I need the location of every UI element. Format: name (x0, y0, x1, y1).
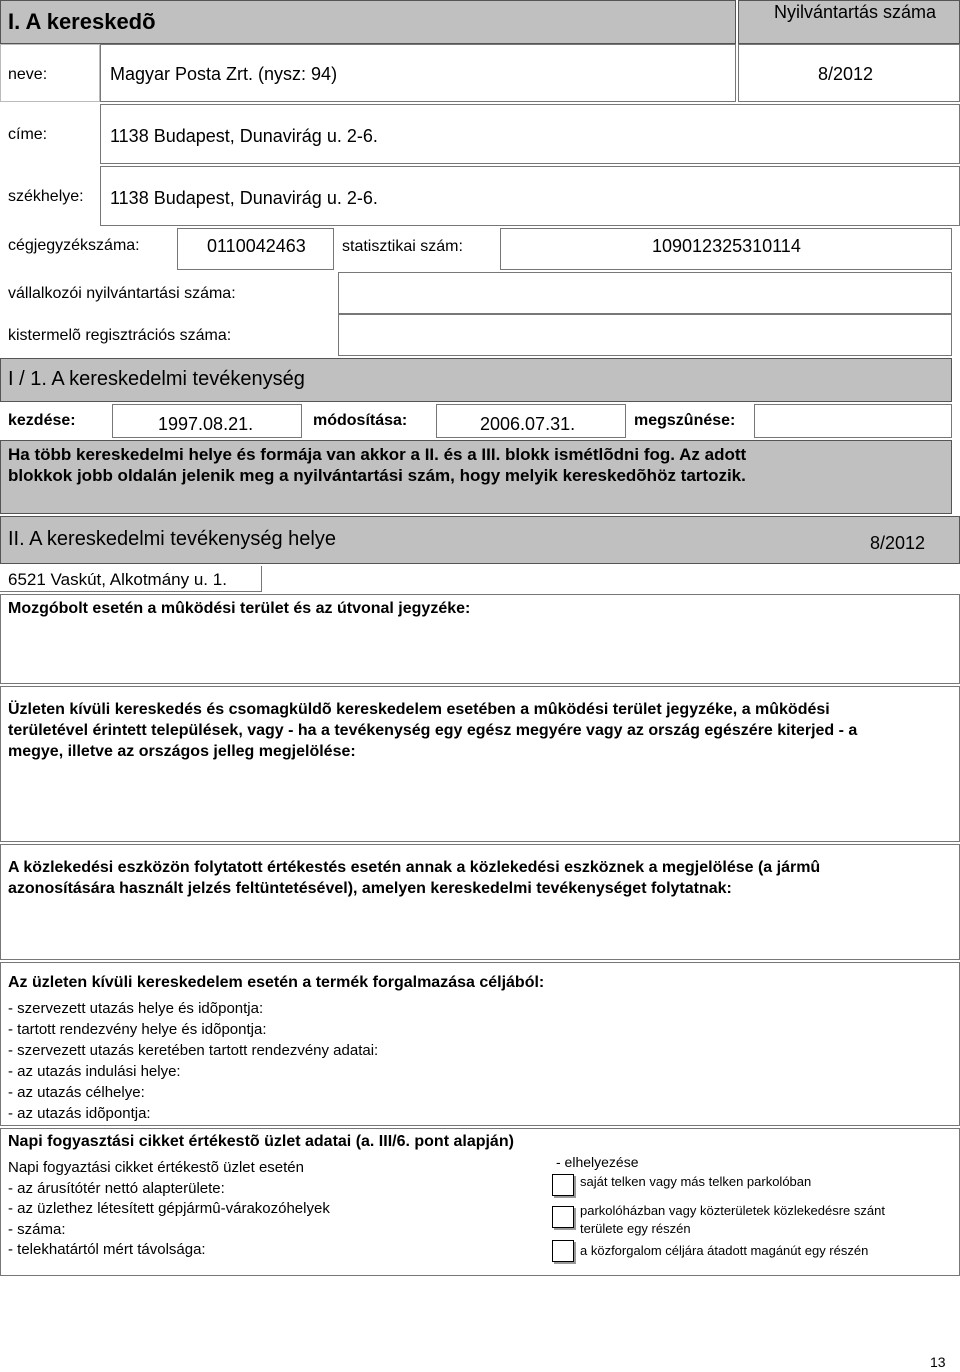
outside-store-label: Üzleten kívüli kereskedés és csomagküldõ kereskedelem esetében a mûködési terület jegyzéke, a mûködési területével érintett települések, vagy - ha a tevékenység egy egész megyére vagy az ország egészére kiterjed - a megye, illetve az országos jelleg megjelölése: (8, 701, 858, 760)
producer-field (338, 314, 952, 356)
activity-title: I / 1. A kereskedelmi tevékenység (8, 368, 305, 390)
option-checkbox-own-lot[interactable] (552, 1174, 574, 1196)
stat-value: 109012325310114 (652, 236, 801, 256)
trip-item: - szervezett utazás keretében tartott rendezvény adatai: (8, 1042, 379, 1059)
place-title: II. A kereskedelmi tevékenység helye (8, 528, 336, 550)
seat-value: 1138 Budapest, Dunavirág u. 2-6. (110, 188, 378, 208)
registry-label: Nyilvántartás száma (773, 2, 937, 22)
end-field (754, 404, 952, 438)
mobile-shop-label: Mozgóbolt esetén a mûködési terület és az útvonal jegyzéke: (8, 600, 471, 617)
option-label-private-road: a közforgalom céljára átadott magánút egy részén (580, 1243, 869, 1258)
vehicle-label: A közlekedési eszközön folytatott értékestés esetén annak a közlekedési eszköznek a megjelölése (a jármû azonosítására használt jelzés feltüntetésével), amelyen kereskedelmi tevékenységet folytatnak: (8, 859, 821, 897)
page-number: 13 (930, 1354, 946, 1370)
store-left-list (8, 1158, 330, 1261)
store-item: - az üzlethez létesített gépjármû-várakozóhelyek (8, 1200, 330, 1217)
mod-value: 2006.07.31. (480, 414, 576, 434)
entrepreneur-field (338, 272, 952, 314)
option-label-own-lot: saját telken vagy más telken parkolóban (580, 1174, 812, 1189)
option-label-parking-garage: parkolóházban vagy közterületek közlekedésre szánt területe egy részén (580, 1203, 885, 1236)
stat-label: statisztikai szám: (342, 238, 463, 255)
mod-label: módosítása: (313, 412, 408, 429)
producer-label: kistermelõ regisztrációs száma: (8, 327, 232, 344)
seat-label: székhelye: (8, 188, 84, 205)
company-reg-value: 0110042463 (207, 236, 306, 256)
trip-list (8, 998, 378, 1124)
trip-item: - szervezett utazás helye és idõpontja: (8, 1000, 264, 1017)
address-label: címe: (8, 126, 48, 143)
notice-text: Ha több kereskedelmi helye és formája van akkor a II. és a III. blokk ismétlõdni fog. Az adott blokkok jobb oldalán jelenik meg a nyilvántartási szám, hogy melyik kereskedõhöz tartozik. (8, 445, 747, 485)
store-item: - az árusítótér nettó alapterülete: (8, 1179, 225, 1197)
trip-item: - az utazás idõpontja: (8, 1105, 151, 1122)
name-value: Magyar Posta Zrt. (nysz: 94) (110, 64, 338, 84)
place-registry-number: 8/2012 (870, 533, 926, 553)
store-item: - száma: (8, 1220, 66, 1238)
store-item: Napi fogyaztási cikket értékestõ üzlet esetén (8, 1159, 304, 1176)
trip-title: Az üzleten kívüli kereskedelem esetén a termék forgalmazása céljából: (8, 974, 545, 991)
trip-item: - tartott rendezvény helye és idõpontja: (8, 1021, 267, 1038)
place-address: 6521 Vaskút, Alkotmány u. 1. (8, 570, 227, 589)
company-reg-label: cégjegyzékszáma: (8, 237, 140, 254)
trip-item: - az utazás célhelye: (8, 1084, 145, 1101)
store-item: - telekhatártól mért távolsága: (8, 1241, 206, 1258)
option-checkbox-private-road[interactable] (552, 1240, 574, 1262)
end-label: megszûnése: (634, 412, 736, 429)
option-checkbox-parking-garage[interactable] (552, 1206, 574, 1228)
address-value: 1138 Budapest, Dunavirág u. 2-6. (110, 126, 378, 146)
placement-label: - elhelyezése (556, 1154, 639, 1170)
store-title: Napi fogyasztási cikket értékestõ üzlet adatai (a. III/6. pont alapján) (8, 1133, 514, 1150)
section-title: I. A kereskedõ (8, 9, 156, 34)
name-label: neve: (8, 66, 48, 83)
registry-number: 8/2012 (818, 64, 874, 84)
entrepreneur-label: vállalkozói nyilvántartási száma: (8, 285, 236, 302)
start-label: kezdése: (8, 412, 76, 429)
start-value: 1997.08.21. (158, 414, 254, 434)
trip-item: - az utazás indulási helye: (8, 1063, 181, 1080)
